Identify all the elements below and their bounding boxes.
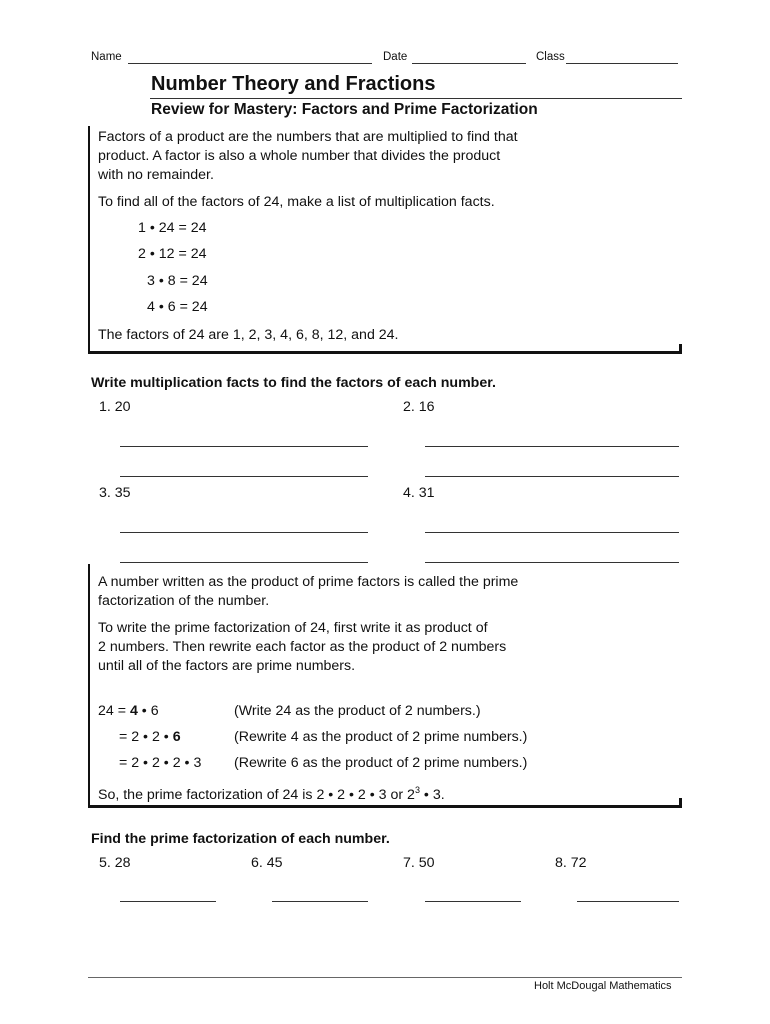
box1-p1-line-3: with no remainder. xyxy=(98,167,214,183)
box2-conclusion-pre: So, the prime factorization of 24 is 2 • 2 • 2 • 3 or 2 xyxy=(98,787,415,803)
class-label: Class xyxy=(536,51,565,63)
box2-paragraph-1 xyxy=(98,573,518,611)
step-1-equation xyxy=(98,703,159,719)
box2-conclusion xyxy=(98,781,445,805)
box2-corner xyxy=(679,798,682,808)
answer-line-7[interactable] xyxy=(425,901,521,902)
box2-p2-line-3: until all of the factors are prime numbers. xyxy=(98,658,356,674)
problem-5: 5. 28 xyxy=(99,855,131,871)
box1-p1-line-1: Factors of a product are the numbers that are multiplied to find that xyxy=(98,129,518,145)
step-1-bold: 4 xyxy=(129,703,138,719)
problem-3: 3. 35 xyxy=(99,485,131,501)
problem-8: 8. 72 xyxy=(555,855,587,871)
fact-4: 4 • 6 = 24 xyxy=(147,299,208,315)
answer-line-3b[interactable] xyxy=(120,562,368,563)
problem-7: 7. 50 xyxy=(403,855,435,871)
answer-line-3a[interactable] xyxy=(120,532,368,533)
answer-line-1a[interactable] xyxy=(120,446,368,447)
box1-paragraph-2: To find all of the factors of 24, make a list of multiplication facts. xyxy=(98,194,495,210)
answer-line-4a[interactable] xyxy=(425,532,679,533)
step-2-equation xyxy=(119,729,181,745)
step-3-note: (Rewrite 6 as the product of 2 prime numbers.) xyxy=(234,755,528,771)
box2-paragraph-2 xyxy=(98,619,506,676)
answer-line-2a[interactable] xyxy=(425,446,679,447)
answer-line-2b[interactable] xyxy=(425,476,679,477)
box1-corner xyxy=(679,344,682,354)
box2-conclusion-exponent: 3 xyxy=(414,785,420,795)
step-2-bold: 6 xyxy=(172,729,181,745)
box1-p1-line-2: product. A factor is also a whole number that divides the product xyxy=(98,148,501,164)
answer-line-1b[interactable] xyxy=(120,476,368,477)
box2-p2-line-2: 2 numbers. Then rewrite each factor as the product of 2 numbers xyxy=(98,639,507,655)
answer-line-8[interactable] xyxy=(577,901,679,902)
box2-left-border xyxy=(88,564,90,808)
name-label: Name xyxy=(91,51,122,63)
answer-line-6[interactable] xyxy=(272,901,368,902)
fact-3: 3 • 8 = 24 xyxy=(147,273,208,289)
box2-p1-line-2: factorization of the number. xyxy=(98,593,270,609)
fact-2: 2 • 12 = 24 xyxy=(138,246,207,262)
class-field-line[interactable] xyxy=(566,63,678,64)
box1-left-border xyxy=(88,126,90,354)
box2-conclusion-post: • 3. xyxy=(419,787,445,803)
step-3-equation xyxy=(119,755,201,771)
step-2-note: (Rewrite 4 as the product of 2 prime numbers.) xyxy=(234,729,528,745)
page-title: Number Theory and Fractions xyxy=(151,73,436,95)
problem-6: 6. 45 xyxy=(251,855,283,871)
box1-conclusion: The factors of 24 are 1, 2, 3, 4, 6, 8, 12, and 24. xyxy=(98,327,399,343)
name-field-line[interactable] xyxy=(128,63,372,64)
step-3-pre: = 2 • 2 • 2 • 3 xyxy=(119,755,202,771)
section2-instruction: Find the prime factorization of each number. xyxy=(91,831,390,847)
box2-p1-line-1: A number written as the product of prime factors is called the prime xyxy=(98,574,519,590)
footer-publisher: Holt McDougal Mathematics xyxy=(534,980,672,992)
step-1-pre: 24 = xyxy=(98,703,130,719)
problem-4: 4. 31 xyxy=(403,485,435,501)
step-1-note: (Write 24 as the product of 2 numbers.) xyxy=(234,703,481,719)
problem-2: 2. 16 xyxy=(403,399,435,415)
step-2-pre: = 2 • 2 • xyxy=(119,729,173,745)
answer-line-5[interactable] xyxy=(120,901,216,902)
answer-line-4b[interactable] xyxy=(425,562,679,563)
fact-1: 1 • 24 = 24 xyxy=(138,220,207,236)
box1-bottom-border xyxy=(88,351,682,354)
title-divider xyxy=(150,98,682,99)
footer-divider xyxy=(88,977,682,978)
box1-paragraph-1 xyxy=(98,128,518,185)
problem-1: 1. 20 xyxy=(99,399,131,415)
step-1-post: • 6 xyxy=(137,703,159,719)
section1-instruction: Write multiplication facts to find the factors of each number. xyxy=(91,375,496,391)
date-field-line[interactable] xyxy=(412,63,526,64)
page-subtitle: Review for Mastery: Factors and Prime Factorization xyxy=(151,101,538,118)
date-label: Date xyxy=(383,51,408,63)
box2-bottom-border xyxy=(88,805,682,808)
box2-p2-line-1: To write the prime factorization of 24, first write it as product of xyxy=(98,620,488,636)
